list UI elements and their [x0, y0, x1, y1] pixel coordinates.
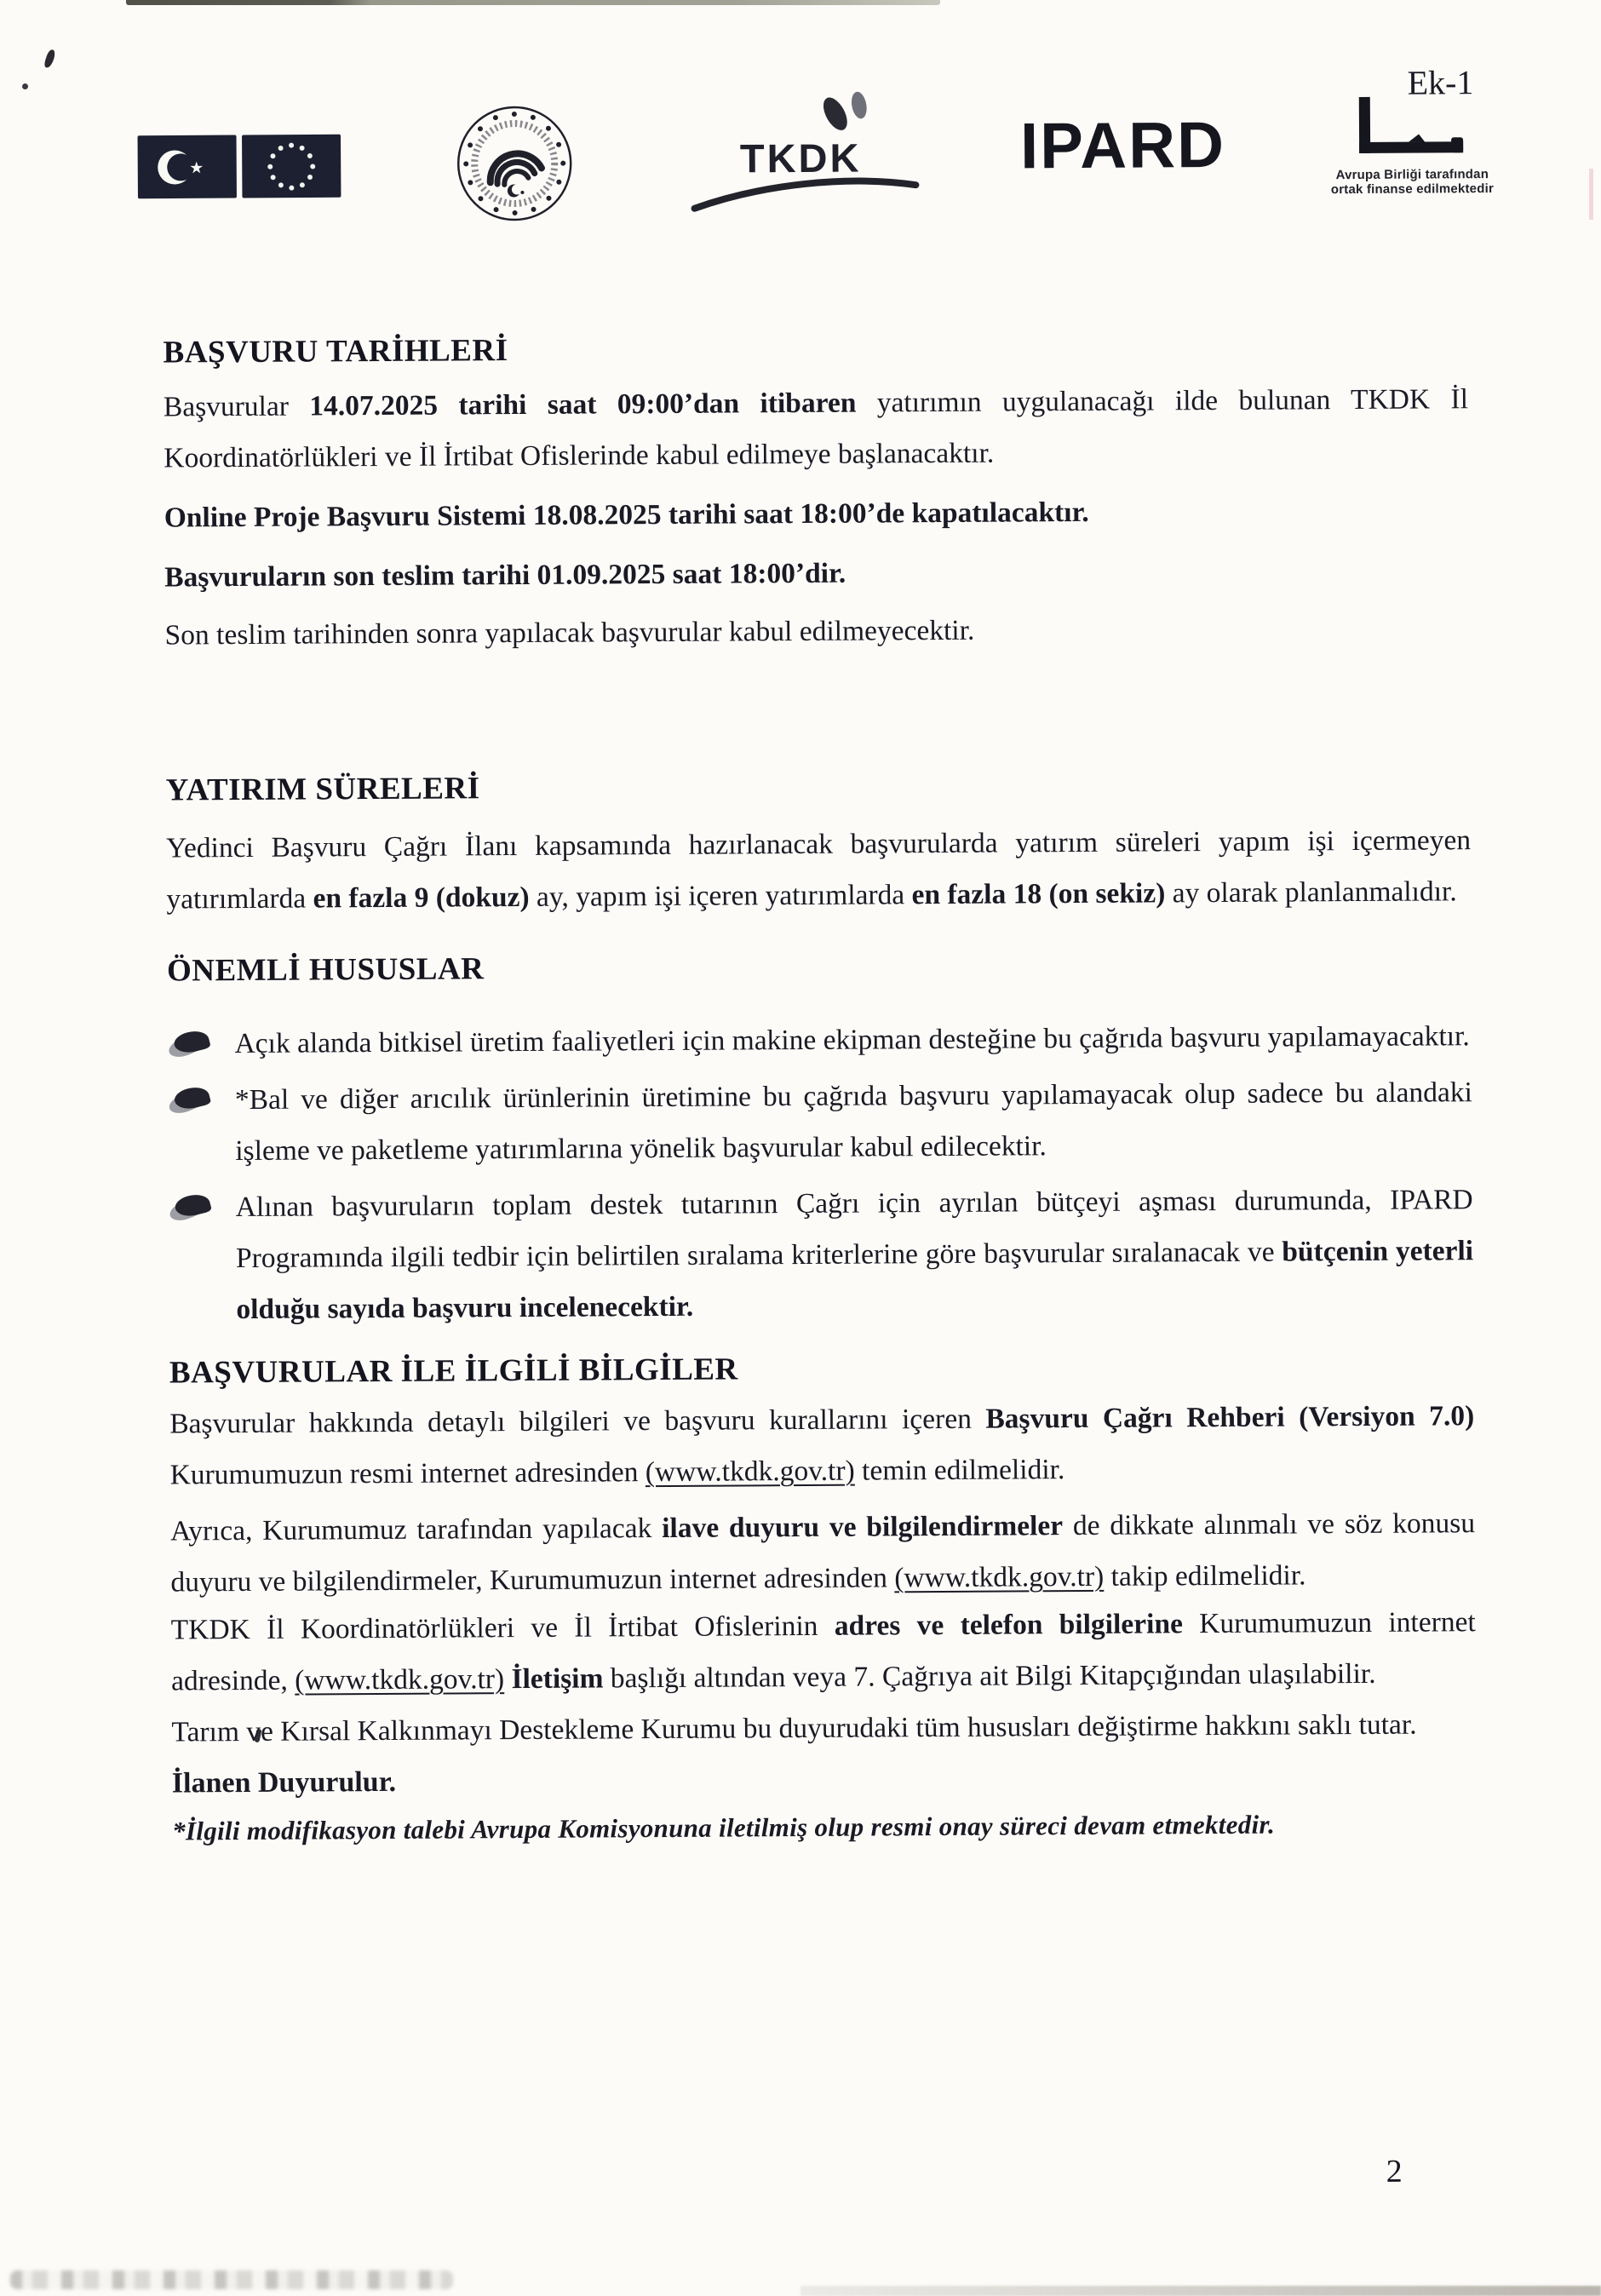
tkdk-logo-text: TKDK [739, 135, 862, 181]
bullet-text: Açık alanda bitkisel üretim faaliyetleri için makine ekipman desteğine bu çağrıda başvuru yapılamayacaktır. [234, 1020, 1470, 1060]
text-run: ay, yapım işi içeren yatırımlarda [529, 879, 912, 913]
ipard-logo: IPARD [1019, 108, 1226, 183]
url-text: (www.tkdk.gov.tr) [645, 1455, 855, 1489]
eu-cofunding-caption [1327, 167, 1497, 197]
text-run-bold: en fazla 18 (on sekiz) [911, 877, 1166, 911]
text-run-bold: 14.07.2025 tarihi saat 09:00’dan itibaren [309, 387, 857, 422]
paragraph-bold: Başvuruların son teslim tarihi 01.09.2025 saat 18:00’dir. [164, 557, 846, 594]
text-run: temin edilmelidir. [854, 1454, 1065, 1487]
annex-label: Ek-1 [1407, 63, 1474, 102]
text-run: Kurumumuzun resmi internet adresinden [169, 1456, 646, 1491]
list-item [167, 1011, 1472, 1070]
bullet-text-bold: bütçenin yeterli olduğu sayıda başvuru incelenecektir. [236, 1235, 1474, 1326]
leaf-bullet-icon [172, 1031, 211, 1055]
text-run: Kurumumuzun internet adresinde, [170, 1606, 1476, 1697]
paragraph [169, 1391, 1475, 1501]
footnote: *İlgili modifikasyon talebi Avrupa Komisyonuna iletilmiş olup resmi onay süreci devam etmektedir. [172, 1809, 1276, 1846]
text-run: başlığı altından veya 7. Çağrıya ait Bilgi Kitapçığından ulaşılabilir. [603, 1657, 1376, 1695]
eu-cofunding-caption-line2: ortak finanse edilmektedir [1330, 181, 1495, 198]
text-run-bold: en fazla 9 (dokuz) [313, 881, 530, 915]
bullet-text: Alınan başvuruların toplam destek tutarının Çağrı için ayrılan bütçeyi aşması durumunda, IPARD Programında ilgili tedbir için belirtilen sıralama kriterlerine göre başvurular sıralanacak ve [235, 1184, 1473, 1275]
paragraph [171, 1597, 1477, 1707]
text-run: Yedinci Başvuru Çağrı İlanı kapsamında hazırlanacak başvurularda yatırım süreleri yapım işi içermeyen yatırımlarda [166, 824, 1472, 916]
paragraph [166, 815, 1472, 925]
eu-cofunding-caption-line1: Avrupa Birliği tarafından [1335, 167, 1489, 183]
leaf-bullet-icon [174, 1195, 213, 1219]
section-title-basvuru-tarihleri: BAŞVURU TARİHLERİ [163, 333, 508, 370]
eu-flag-icon [242, 135, 341, 198]
leaf-bullet-icon [173, 1088, 212, 1111]
section-title-basvurular-bilgiler: BAŞVURULAR İLE İLGİLİ BİLGİLER [169, 1352, 738, 1391]
text-run-bold: Başvuru Çağrı Rehberi (Versiyon 7.0) [985, 1400, 1475, 1435]
section-title-onemli-hususlar: ÖNEMLİ HUSUSLAR [166, 951, 485, 989]
text-run: TKDK İl Koordinatörlükleri ve İl İrtibat Ofislerinin [170, 1610, 835, 1646]
section-title-yatirim-sureleri: YATIRIM SÜRELERİ [165, 771, 480, 808]
paragraph [164, 374, 1469, 484]
text-run: Başvurular [163, 390, 310, 423]
text-run: yatırımın uygulanacağı ilde bulunan TKDK İl Koordinatörlükleri ve İl İrtibat Ofislerinde kabul edilmeye başlanacaktır. [164, 383, 1469, 474]
text-run-bold: adres ve telefon bilgilerine [834, 1608, 1184, 1642]
paragraph-bold: Online Proje Başvuru Sistemi 18.08.2025 tarihi saat 18:00’de kapatılacaktır. [164, 496, 1089, 534]
text-run: Başvurular hakkında detaylı bilgileri ve başvuru kurallarını içeren [169, 1403, 986, 1440]
turkish-flag-icon [138, 135, 237, 199]
paragraph: Tarım ve Kırsal Kalkınmayı Destekleme Kurumu bu duyurudaki tüm hususları değiştirme hakkını saklı tutar. [171, 1708, 1417, 1748]
paragraph: Son teslim tarihinden sonra yapılacak başvurular kabul edilmeyecektir. [164, 614, 975, 651]
text-run-bold: İletişim [504, 1662, 604, 1696]
document-body [163, 326, 1477, 1850]
important-points-list [167, 1011, 1473, 1335]
url-text: (www.tkdk.gov.tr) [894, 1560, 1105, 1594]
text-run: Ayrıca, Kurumumuz tarafından yapılacak [169, 1512, 663, 1547]
page-number: 2 [1386, 2153, 1403, 2190]
tkdk-swoosh-and-leaves-icon [669, 84, 933, 222]
url-text: (www.tkdk.gov.tr) [295, 1663, 505, 1696]
text-run-bold: ilave duyuru ve bilgilendirmeler [662, 1510, 1064, 1545]
text-run: ay olarak planlanmalıdır. [1165, 875, 1457, 910]
tkdk-logo [669, 84, 933, 222]
eu-cofunding-logo [1327, 95, 1498, 197]
eu-cofunding-L-mark-icon [1327, 95, 1497, 162]
announcement-line: İlanen Duyurulur. [171, 1765, 397, 1799]
list-item [169, 1174, 1474, 1335]
list-item [168, 1067, 1473, 1177]
turkish-flag-and-eu-flag [137, 134, 341, 199]
text-run: takip edilmelidir. [1104, 1559, 1306, 1593]
text-run: de dikkate alınmalı ve söz konusu duyuru ve bilgilendirmeler, Kurumumuzun internet adresinden [170, 1507, 1476, 1599]
ministry-seal-icon [455, 104, 575, 224]
paragraph [170, 1498, 1476, 1608]
bullet-text: *Bal ve diğer arıcılık ürünlerinin üretimine bu çağrıda başvuru yapılamayacak olup sadece bu alandaki işleme ve paketleme yatırımlarına yönelik başvurular kabul edilecektir. [234, 1076, 1473, 1168]
svg-text:★: ★ [189, 158, 204, 178]
